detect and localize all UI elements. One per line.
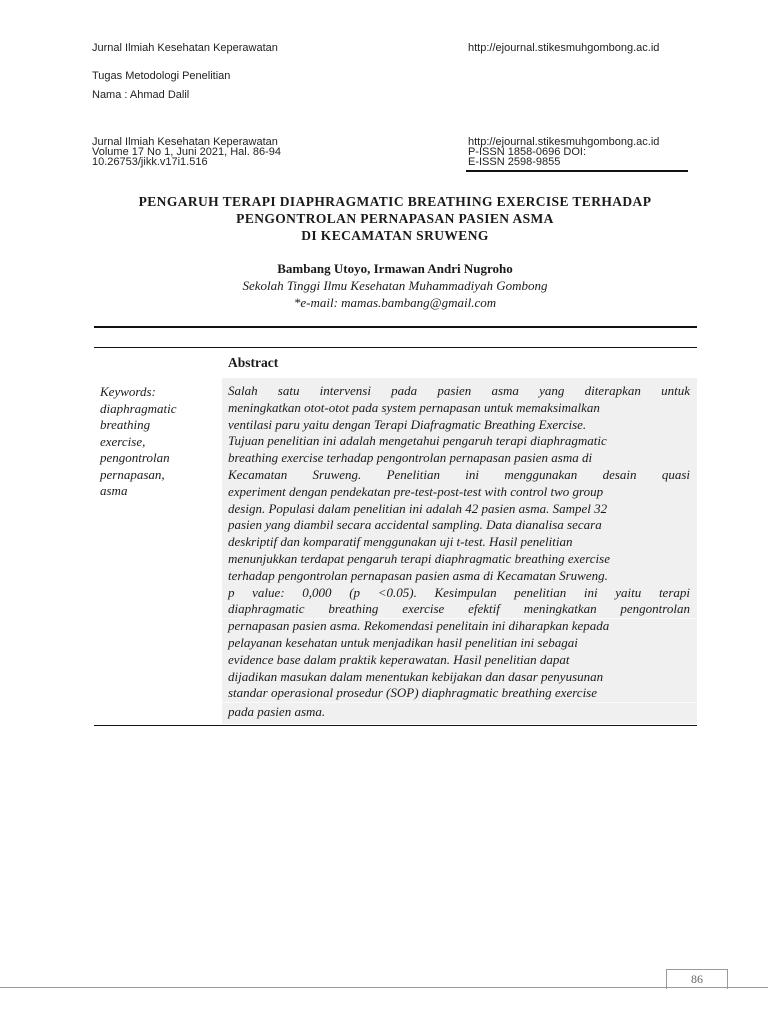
- running-header-url: http://ejournal.stikesmuhgombong.ac.id: [468, 42, 660, 54]
- abstract-line: Tujuan penelitian ini adalah mengetahui pengaruh terapi diaphragmatic: [228, 433, 607, 449]
- title-line: DI KECAMATAN SRUWENG: [301, 228, 489, 243]
- title-line: PENGONTROLAN PERNAPASAN PASIEN ASMA: [236, 211, 554, 226]
- assignment-name: Nama : Ahmad Dalil: [92, 89, 190, 101]
- keyword-line: asma: [100, 483, 128, 498]
- journal-url: http://ejournal.stikesmuhgombong.ac.id: [468, 136, 660, 148]
- article-title: [94, 193, 696, 244]
- abstract-line: pasien yang diambil secara accidental sampling. Data dianalisa secara: [228, 517, 602, 533]
- keyword-line: breathing: [100, 417, 151, 432]
- author-email: *e-mail: mamas.bambang@gmail.com: [293, 295, 497, 310]
- abstract-text: [228, 383, 690, 721]
- abstract-line: terhadap pengontrolan pernapasan pasien asma di Kecamatan Sruweng.: [228, 567, 608, 583]
- abstract-table-top-rule: [94, 347, 697, 348]
- running-header-journal: Jurnal Ilmiah Kesehatan Keperawatan: [92, 42, 278, 54]
- abstract-line: pada pasien asma.: [228, 704, 326, 720]
- abstract-line: pernapasan pasien asma. Rekomendasi penelitain ini diharapkan kepada: [228, 618, 610, 634]
- journal-volume: Volume 17 No 1, Juni 2021, Hal. 86-94: [92, 146, 281, 158]
- abstract-line: meningkatkan otot-otot pada system pernapasan untuk memaksimalkan: [228, 399, 600, 415]
- keyword-line: exercise,: [100, 433, 146, 449]
- abstract-heading: Abstract: [228, 355, 279, 370]
- keyword-line: Keywords:: [100, 384, 156, 399]
- page-number: 86: [666, 969, 728, 989]
- abstract-line: standar operasional prosedur (SOP) diaphragmatic breathing exercise: [228, 685, 598, 701]
- abstract-line: dijadikan masukan dalam menentukan kebijakan dan dasar penyusunan: [228, 668, 604, 684]
- keyword-line: diaphragmatic: [100, 400, 177, 416]
- abstract-line: p value: 0,000 (p <0.05). Kesimpulan penelitian ini yaitu terapi: [228, 584, 690, 600]
- abstract-line: Salah satu intervensi pada pasien asma yang diterapkan untuk: [228, 383, 690, 398]
- section-divider-thick: [94, 326, 697, 328]
- keyword-line: pengontrolan: [100, 450, 170, 465]
- journal-info-right: [468, 137, 659, 167]
- journal-eissn: E-ISSN 2598-9855: [468, 156, 561, 168]
- author-affiliation: Sekolah Tinggi Ilmu Kesehatan Muhammadiyah Gombong: [242, 278, 548, 293]
- abstract-line: menunjukkan terdapat pengaruh terapi diaphragmatic breathing exercise: [228, 550, 610, 566]
- keywords-column: [100, 384, 210, 500]
- journal-doi: 10.26753/jikk.v17i1.516: [92, 156, 208, 168]
- article-authors: Bambang Utoyo, Irmawan Andri Nugroho: [277, 261, 513, 276]
- keyword-line: pernapasan,: [100, 466, 165, 482]
- abstract-line: design. Populasi dalam penelitian ini adalah 42 pasien asma. Sampel 32: [228, 500, 608, 516]
- author-block: [94, 260, 696, 311]
- journal-name: Jurnal Ilmiah Kesehatan Keperawatan: [92, 136, 278, 148]
- abstract-line: experiment dengan pendekatan pre-test-post-test with control two group: [228, 483, 604, 499]
- abstract-line: diaphragmatic breathing exercise efektif meningkatkan pengontrolan: [228, 601, 690, 617]
- abstract-table-bottom-rule: [94, 725, 697, 726]
- abstract-line: ventilasi paru yaitu dengan Terapi Diafragmatic Breathing Exercise.: [228, 416, 587, 432]
- abstract-line: Kecamatan Sruweng. Penelitian ini menggunakan desain quasi: [228, 466, 690, 482]
- footer-rule: [0, 987, 768, 988]
- abstract-line: evidence base dalam praktik keperawatan. Hasil penelitian dapat: [228, 651, 570, 667]
- assignment-course: Tugas Metodologi Penelitian: [92, 70, 231, 82]
- journal-info-left: [92, 137, 281, 167]
- title-line: PENGARUH TERAPI DIAPHRAGMATIC BREATHING EXERCISE TERHADAP: [138, 194, 652, 209]
- journal-info-rule: [466, 170, 688, 172]
- abstract-line: breathing exercise terhadap pengontrolan pernapasan pasien asma di: [228, 450, 593, 466]
- abstract-line: deskriptif dan komparatif menggunakan uji t-test. Hasil penelitian: [228, 534, 573, 550]
- journal-pissn: P-ISSN 1858-0696 DOI:: [468, 146, 587, 158]
- abstract-line: pelayanan kesehatan untuk menjadikan hasil penelitian ini sebagai: [228, 634, 578, 650]
